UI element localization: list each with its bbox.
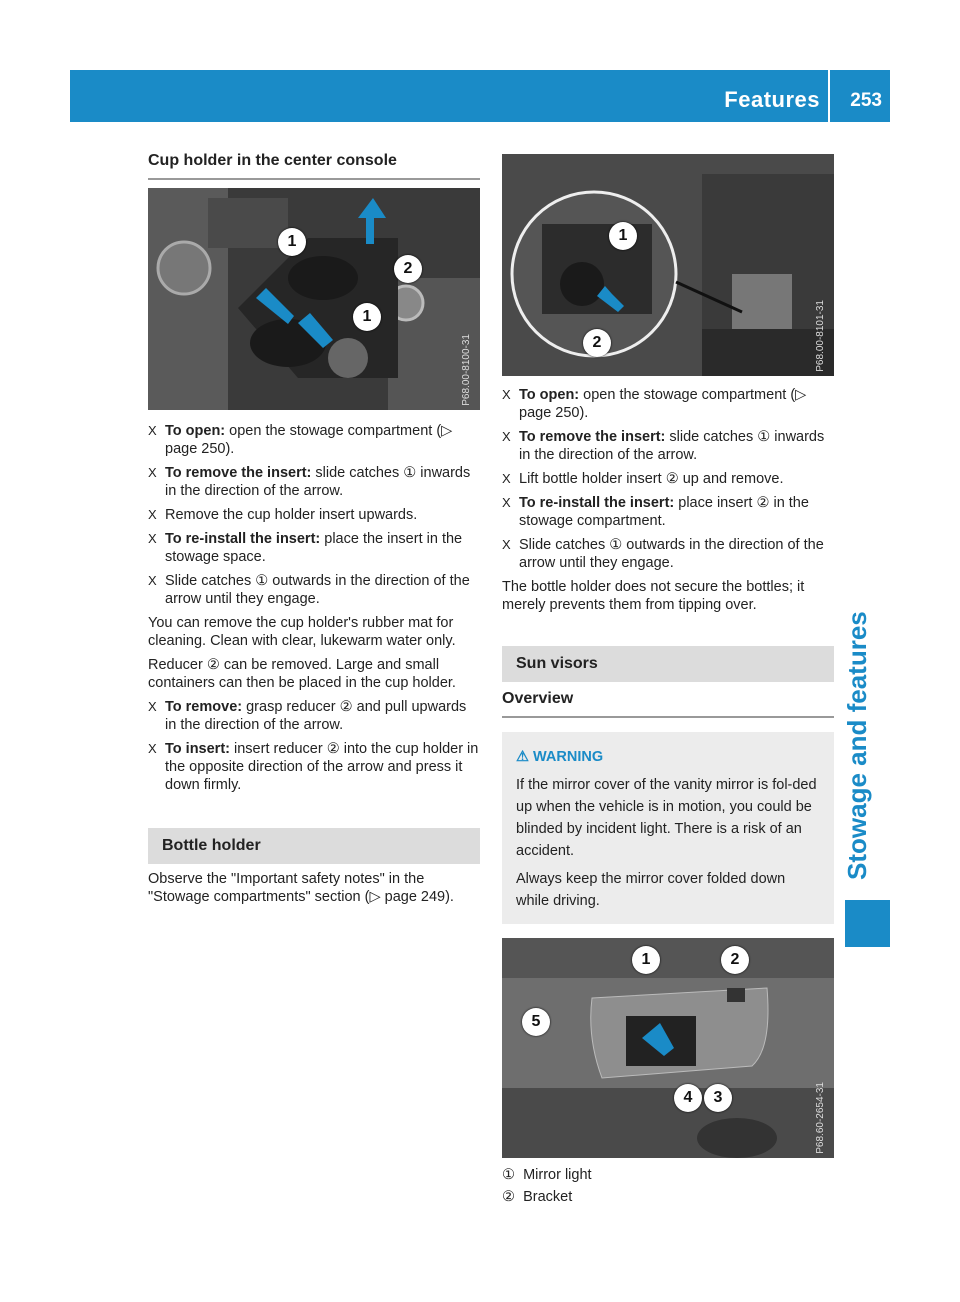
sun-visor-figure — [502, 938, 834, 1158]
step-open — [148, 422, 480, 458]
side-tab-label: Stowage and features — [842, 611, 872, 880]
legend-item — [502, 1166, 834, 1184]
step-marker: X — [502, 495, 511, 510]
step-open — [502, 386, 834, 422]
step-slide-catches — [502, 536, 834, 572]
step-marker: X — [148, 423, 157, 438]
section-band-sun-visors: Sun visors — [502, 646, 834, 682]
callout-5: 5 — [522, 1008, 550, 1036]
cup-holder-figure — [148, 188, 480, 410]
step-bold: To insert: — [165, 741, 230, 757]
step-text: slide catches ① inwards in the direction of the arrow. — [165, 465, 471, 499]
header-title: Features — [724, 87, 820, 112]
sun-visor-illustration — [502, 938, 834, 1158]
callout-2: 2 — [394, 255, 422, 283]
subheading-overview: Overview — [502, 690, 834, 718]
step-text: Lift bottle holder insert ② up and remove. — [519, 471, 784, 487]
step-remove-reducer — [148, 698, 480, 734]
step-reinstall — [502, 494, 834, 530]
page-header — [70, 70, 890, 122]
page-number: 253 — [850, 90, 882, 111]
step-insert-reducer — [148, 740, 480, 794]
warning-title-text: WARNING — [533, 749, 604, 765]
step-marker: X — [148, 741, 157, 756]
step-bold: To remove the insert: — [519, 429, 666, 445]
step-marker: X — [148, 699, 157, 714]
header-separator — [828, 70, 830, 122]
step-remove-insert — [502, 428, 834, 464]
callout-2: 2 — [721, 946, 749, 974]
step-text: place insert ② in the stowage compartment. — [519, 495, 809, 529]
legend — [502, 1166, 834, 1206]
left-column — [148, 152, 480, 912]
step-bold: To remove the insert: — [165, 465, 312, 481]
step-remove-insert — [148, 464, 480, 500]
step-text: grasp reducer ② and pull upwards in the direction of the arrow. — [165, 699, 467, 733]
callout-4: 4 — [674, 1084, 702, 1112]
step-text: place the insert in the stowage space. — [165, 531, 463, 565]
step-reinstall — [148, 530, 480, 566]
section-band-bottle-holder: Bottle holder — [148, 828, 480, 864]
step-marker: X — [502, 537, 511, 552]
callout-1: 1 — [609, 222, 637, 250]
warning-text-1: If the mirror cover of the vanity mirror is fol-ded up when the vehicle is in motion, you could be blinded by incident light. There is a risk of an accident. — [516, 777, 817, 859]
cup-holder-illustration — [148, 188, 480, 410]
legend-label: Bracket — [523, 1189, 573, 1205]
right-column — [502, 154, 834, 1206]
figure-code: P68.00-8100-31 — [461, 334, 472, 406]
step-marker: X — [502, 429, 511, 444]
warning-box — [502, 732, 834, 924]
warning-title — [516, 746, 820, 768]
section-heading-cup-holder: Cup holder in the center console — [148, 152, 480, 180]
warning-icon: ⚠ — [516, 749, 534, 765]
step-marker: X — [502, 471, 511, 486]
bottle-holder-figure — [502, 154, 834, 376]
step-marker: X — [502, 387, 511, 402]
step-marker: X — [148, 573, 157, 588]
legend-number: ② — [502, 1189, 515, 1205]
side-tab-marker — [845, 900, 890, 947]
callout-2: 2 — [583, 329, 611, 357]
step-bold: To open: — [165, 423, 226, 439]
step-bold: To remove: — [165, 699, 243, 715]
step-text: slide catches ① inwards in the direction of the arrow. — [519, 429, 825, 463]
step-text: Slide catches ① outwards in the direction of the arrow until they engage. — [165, 573, 470, 607]
step-text: Slide catches ① outwards in the direction of the arrow until they engage. — [519, 537, 824, 571]
step-bold: To re-install the insert: — [165, 531, 321, 547]
step-marker: X — [148, 531, 157, 546]
step-marker: X — [148, 507, 157, 522]
step-bold: To re-install the insert: — [519, 495, 675, 511]
step-text: insert reducer ② into the cup holder in the opposite direction of the arrow and press it down firmly. — [165, 741, 479, 793]
bottle-holder-illustration — [502, 154, 834, 376]
steps-list-a — [148, 422, 480, 608]
figure-code: P68.00-8101-31 — [815, 300, 826, 372]
legend-label: Mirror light — [523, 1167, 592, 1183]
legend-item — [502, 1188, 834, 1206]
callout-1: 1 — [632, 946, 660, 974]
figure-code: P68.60-2654-31 — [815, 1082, 826, 1154]
legend-number: ① — [502, 1167, 515, 1183]
callout-1-bottom: 1 — [353, 303, 381, 331]
steps-list-right — [502, 386, 834, 572]
paragraph-reducer: Reducer ② can be removed. Large and small containers can then be placed in the cup holder. — [148, 657, 456, 691]
step-text: Remove the cup holder insert upwards. — [165, 507, 418, 523]
paragraph-bottle-secure: The bottle holder does not secure the bottles; it merely prevents them from tipping over. — [502, 579, 805, 613]
step-slide-catches — [148, 572, 480, 608]
paragraph-safety-notes: Observe the "Important safety notes" in the "Stowage compartments" section (▷ page 249). — [148, 871, 454, 905]
warning-text-2: Always keep the mirror cover folded down while driving. — [516, 871, 786, 909]
step-remove-cup-holder — [148, 506, 480, 524]
step-text: open the stowage compartment (▷ page 250). — [165, 423, 453, 457]
step-marker: X — [148, 465, 157, 480]
callout-3: 3 — [704, 1084, 732, 1112]
step-bold: To open: — [519, 387, 580, 403]
paragraph-rubber-mat: You can remove the cup holder's rubber mat for cleaning. Clean with clear, lukewarm water only. — [148, 615, 456, 649]
steps-list-b — [148, 698, 480, 794]
step-text: open the stowage compartment (▷ page 250). — [519, 387, 807, 421]
callout-1-top: 1 — [278, 228, 306, 256]
step-lift-insert — [502, 470, 834, 488]
